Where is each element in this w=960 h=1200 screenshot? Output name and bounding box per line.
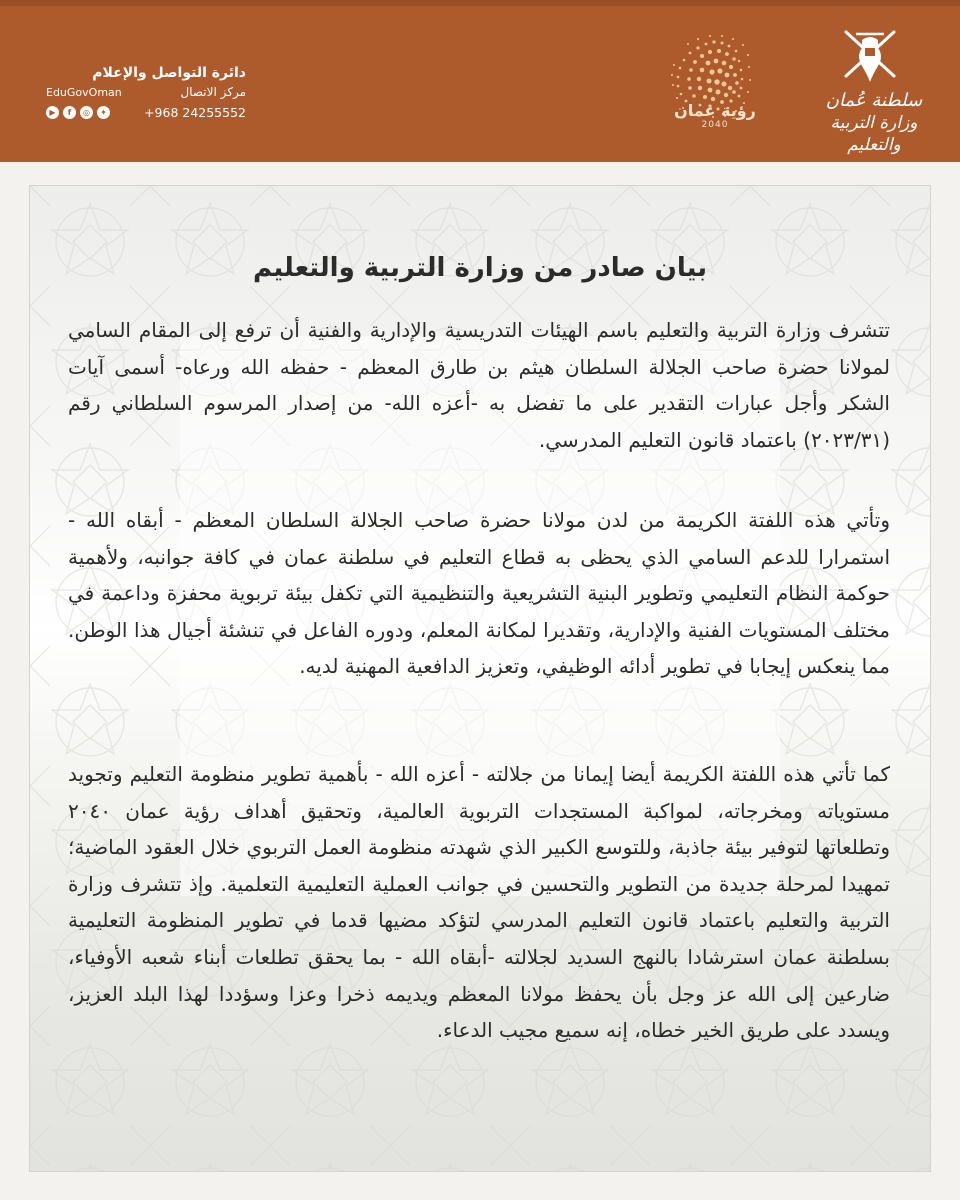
center-row (46, 84, 246, 101)
header-top-rule (0, 0, 960, 6)
statement-paragraph: تتشرف وزارة التربية والتعليم باسم الهيئات التدريسية والإدارية والفنية أن ترفع إلى المقام السامي لمولانا حضرة صاحب الجلالة السلطان هيثم بن طارق المعظم - حفظه الله ورعاه- أسمى آيات الشكر وأجل عبارات التقدير على ما تفضل به -أعزه الله- من إصدار المرسوم السلطاني رقم (٢٠٢٣/٣١) باعتماد قانون التعليم المدرسي. (68, 318, 890, 452)
phone-number[interactable]: +968 24255552 (144, 105, 246, 120)
facebook-icon[interactable]: f (63, 106, 76, 119)
contact-block (46, 64, 246, 120)
statement-paragraph: وتأتي هذه اللفتة الكريمة من لدن مولانا حضرة صاحب الجلالة السلطان المعظم - أبقاه الله - استمرارا للدعم السامي الذي يحظى به قطاع التعليم في سلطنة عمان في كافة جوانبه، ولأهمية حوكمة النظام التعليمي وتطوير البنية التشريعية والتنظيمية التي تكفل بيئة تربوية محفزة وداعمة في مختلف المستويات الفنية والإدارية، وتقديرا لمكانة المعلم، ودوره الفاعل في تنشئة أجيال هذا الوطن. مما ينعكس إيجابا في تطوير أدائه الوظيفي، وتعزيز الدافعية المهنية لديه. (68, 508, 890, 679)
statement-title: بيان صادر من وزارة التربية والتعليم (253, 253, 707, 283)
vision-arabic-text: رؤية عمان (674, 101, 756, 120)
ministry-logo-text (808, 90, 940, 156)
social-icons (46, 106, 110, 119)
instagram-icon[interactable]: ◎ (80, 106, 93, 119)
national-emblem-icon (832, 26, 908, 88)
vision-caption (660, 102, 770, 130)
ministry-name: وزارة التربية والتعليم (830, 113, 918, 155)
vision-year: 2040 (701, 120, 729, 130)
statement-paragraph: كما تأتي هذه اللفتة الكريمة أيضا إيمانا من جلالته - أعزه الله - بأهمية تطوير منظومة التعليم وتجويد مستوياته ومخرجاته، لمواكبة المستجدات التربوية العالمية، وتحقيق أهداف رؤية عمان ٢٠٤٠ وتطلعاتها لتوفير بيئة جاذبة، وللتوسع الكبير الذي شهدته منظومة العمل التربوي خلال العقود الماضية؛ تمهيدا لمرحلة جديدة من التطوير والتحسين في جوانب العملية التعليمية التعلمية. وإذ تتشرف وزارة التربية والتعليم باعتماد قانون التعليم المدرسي لتؤكد مضيها قدما في تطوير المنظومة التعليمية بسلطنة عمان استرشادا بالنهج السديد لجلالته -أبقاه الله - بما يحقق تطلعات أبناء شعبه الأوفياء، ضارعين إلى الله عز وجل بأن يحفظ مولانا المعظم ويديمه ذخرا وعزا وسؤددا لهذا البلد العزيز، ويسدد على طريق الخير خطاه، إنه سميع مجيب الدعاء. (68, 762, 890, 1043)
twitter-icon[interactable]: ✦ (97, 106, 110, 119)
sultanate-name: سلطنة عُمان (825, 90, 923, 111)
phone-row (46, 105, 246, 120)
center-name: مركز الاتصال (180, 85, 246, 99)
youtube-icon[interactable]: ▶ (46, 106, 59, 119)
social-handle[interactable]: EduGovOman (46, 86, 122, 99)
department-name: دائرة التواصل والإعلام (92, 65, 246, 81)
header-band (0, 0, 960, 162)
